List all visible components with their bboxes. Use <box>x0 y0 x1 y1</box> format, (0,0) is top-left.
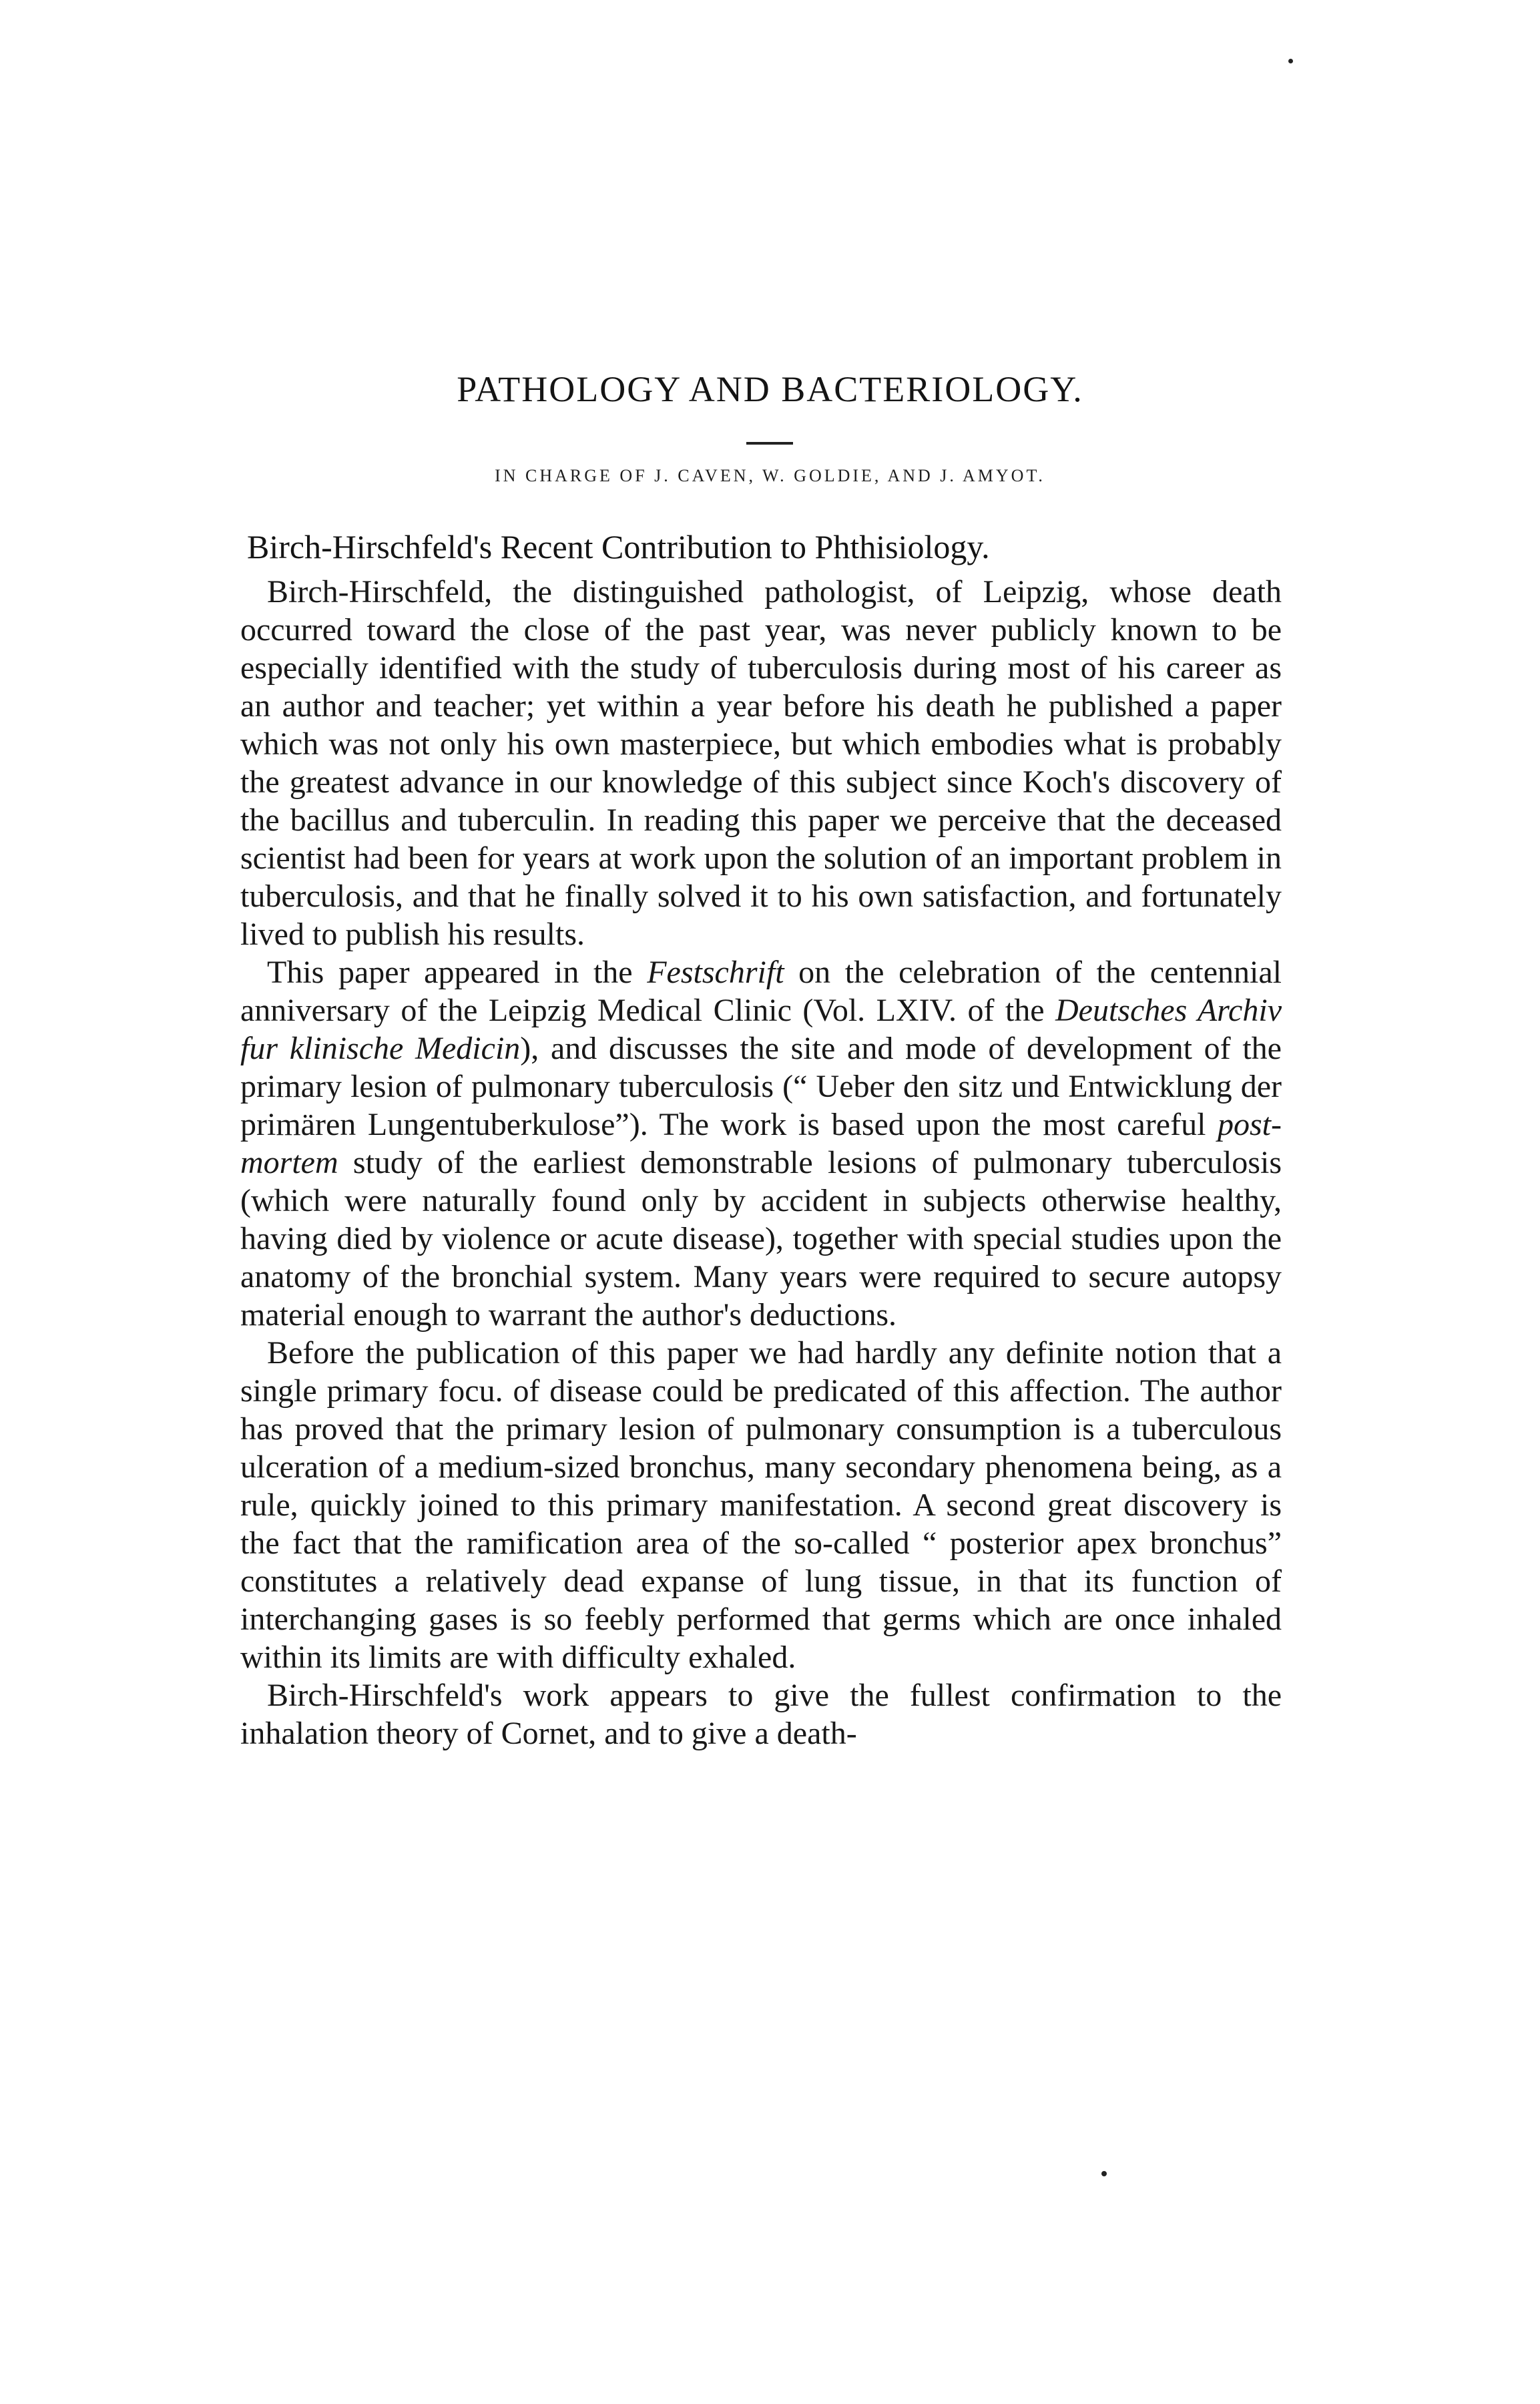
paragraph-2-text-a: This paper appeared in the <box>267 955 648 990</box>
paragraph-2-text-b: on the celebration of the centennial anniversary of the Leipzig Medical Clinic (Vol. LXIV. of the <box>240 955 1282 1028</box>
paragraph-2-text-d: study of the earliest demonstrable lesions of pulmonary tuberculosis (which were naturally found only by accident in subjects otherwise healthy, having died by violence or acute disease), together with special studies upon the anatomy of the bronchial system. Many years were required to secure autopsy material enough to warrant the author's deductions. <box>240 1145 1282 1333</box>
editors-byline: IN CHARGE OF J. CAVEN, W. GOLDIE, AND J. AMYOT. <box>495 466 1045 485</box>
festschrift-italic: Festschrift <box>647 955 784 990</box>
paragraph-3-text: Before the publication of this paper we had hardly any definite notion that a single primary focu. of disease could be predicated of this affection. The author has proved that the primary lesion of pulmonary consumption is a tuberculous ulceration of a medium-sized bronchus, many secondary phenomena being, as a rule, quickly joined to this primary manifestation. A second great discovery is the fact that the ramification area of the so-called “ posterior apex bronchus” constitutes a relatively dead expanse of lung tissue, in that its function of interchanging gases is so feebly performed that germs which are once inhaled within its limits are with difficulty exhaled. <box>240 1335 1282 1675</box>
section-title: PATHOLOGY AND BACTERIOLOGY. <box>457 369 1083 409</box>
post-mortem-italic: post-mortem <box>240 1107 1282 1180</box>
scan-speck-top <box>1288 59 1293 63</box>
paragraph-3 <box>240 1334 1282 1676</box>
paragraph-1 <box>240 573 1282 953</box>
article-body <box>240 573 1282 1752</box>
paragraph-2-text-c: ), and discusses the site and mode of development of the primary lesion of pulmonary tuberculosis (“ Ueber den sitz und Entwicklung der primären Lungentuberkulose”). The work is based upon the most careful <box>240 1031 1282 1142</box>
journal-title-italic: Deutsches Archiv fur klinische Medicin <box>240 993 1282 1066</box>
title-rule <box>746 442 793 445</box>
paragraph-1-text: Birch-Hirschfeld, the distinguished pathologist, of Leipzig, whose death occurred toward the close of the past year, was never publicly known to be especially identified with the study of tuberculosis during most of his career as an author and teacher; yet within a year before his death he published a paper which was not only his own masterpiece, but which embodies what is probably the greatest advance in our knowledge of this subject since Koch's discovery of the bacillus and tuberculin. In reading this paper we perceive that the deceased scientist had been for years at work upon the solution of an important problem in tuberculosis, and that he finally solved it to his own satisfaction, and fortunately lived to publish his results. <box>240 574 1282 952</box>
paragraph-4-text: Birch-Hirschfeld's work appears to give the fullest confirmation to the inhalation theory of Cornet, and to give a death- <box>240 1678 1282 1751</box>
paragraph-2 <box>240 953 1282 1334</box>
paragraph-4 <box>240 1676 1282 1752</box>
article-title: Birch-Hirschfeld's Recent Contribution to Phthisiology. <box>247 528 990 565</box>
scan-speck-bottom <box>1101 2171 1107 2176</box>
